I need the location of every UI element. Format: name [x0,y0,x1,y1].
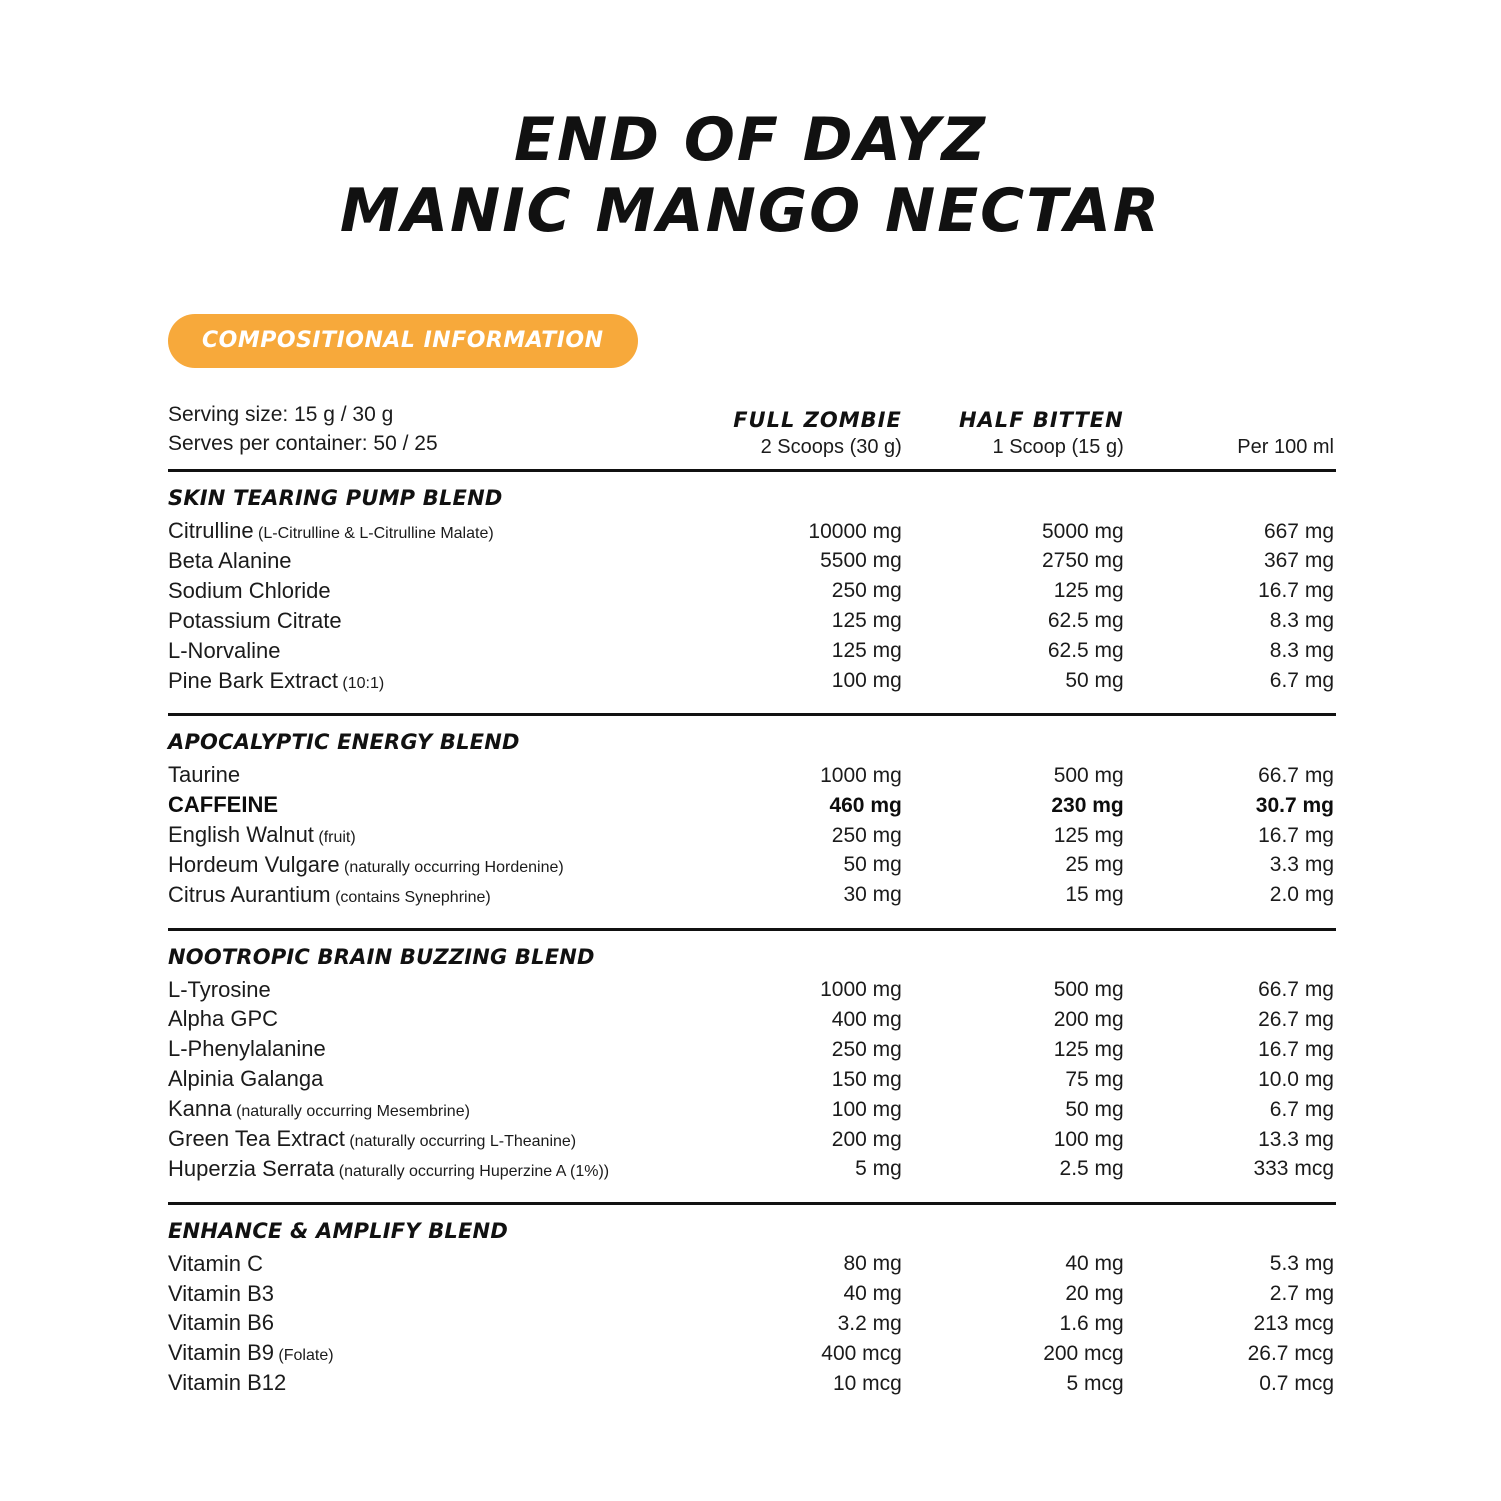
ingredient-value-per-100ml: 213 mcg [1253,1311,1334,1335]
ingredient-value-half-bitten: 125 mg [1053,579,1124,603]
ingredient-value-per-100ml: 16.7 mg [1258,579,1334,603]
ingredient-name: L-Norvaline [168,637,281,663]
ingredient-name-note: (naturally occurring Mesembrine) [231,1103,470,1121]
column-header-half-bitten-sub: 1 Scoop (15 g) [992,436,1124,459]
serving-size-text: Serving size: 15 g / 30 g [168,402,394,426]
ingredient-value-full-zombie: 460 mg [829,793,902,817]
ingredient-value-full-zombie: 1000 mg [820,977,902,1001]
ingredient-name: Green Tea Extract (naturally occurring L-Theanine) [168,1126,577,1152]
column-header-per-100ml-sub: Per 100 ml [1237,436,1334,459]
ingredient-value-half-bitten: 500 mg [1053,977,1124,1001]
column-header-per-100ml [1126,400,1336,471]
ingredient-row [168,880,1336,910]
section-spacer-cell [168,910,1336,929]
ingredient-value-half-bitten: 200 mg [1053,1007,1124,1031]
ingredient-value-full-zombie: 3.2 mg [837,1311,902,1335]
ingredient-value-per-100ml: 6.7 mg [1269,669,1334,693]
ingredient-name: Hordeum Vulgare (naturally occurring Hordenine) [168,852,564,878]
ingredient-value-full-zombie: 250 mg [831,1037,902,1061]
ingredient-value-half-bitten: 2.5 mg [1059,1157,1124,1181]
ingredient-value-full-zombie: 100 mg [831,1097,902,1121]
ingredient-name-note: (naturally occurring Huperzine A (1%)) [334,1163,610,1181]
section-spacer [168,472,1336,483]
blend-title: APOCALYPTIC ENERGY BLEND [168,730,520,755]
ingredient-name: Pine Bark Extract (10:1) [168,667,385,693]
ingredient-value-full-zombie: 10000 mg [808,519,902,543]
ingredient-value-half-bitten: 125 mg [1053,1037,1124,1061]
ingredient-value-half-bitten: 50 mg [1065,1097,1124,1121]
blend-header-row [168,1216,1336,1249]
ingredient-value-half-bitten: 75 mg [1065,1067,1124,1091]
section-spacer-cell [168,472,1336,483]
ingredient-value-half-bitten: 62.5 mg [1047,609,1124,633]
ingredient-row [168,1004,1336,1034]
ingredient-name: Alpinia Galanga [168,1066,324,1092]
blend-header-row [168,483,1336,516]
ingredient-name-note: (naturally occurring L-Theanine) [344,1133,577,1151]
ingredient-value-per-100ml: 667 mg [1263,519,1334,543]
ingredient-row [168,636,1336,666]
ingredient-row [168,666,1336,696]
ingredient-name-note: (10:1) [337,674,385,692]
ingredient-row [168,516,1336,546]
ingredient-value-per-100ml: 5.3 mg [1269,1251,1334,1275]
section-spacer [168,716,1336,727]
ingredient-row [168,1124,1336,1154]
ingredient-value-full-zombie: 5 mg [855,1157,902,1181]
ingredient-row [168,760,1336,790]
blend-title: ENHANCE & AMPLIFY BLEND [168,1218,508,1243]
ingredient-name: Vitamin B6 [168,1310,274,1336]
ingredient-name: Kanna (naturally occurring Mesembrine) [168,1096,470,1122]
column-header-full-zombie-title: FULL ZOMBIE [733,408,902,433]
ingredient-value-full-zombie: 1000 mg [820,763,902,787]
ingredient-value-full-zombie: 400 mg [831,1007,902,1031]
product-title-line-1: END OF DAYZ [513,105,988,175]
ingredient-name: L-Phenylalanine [168,1036,326,1062]
ingredient-name: Citrulline (L-Citrulline & L-Citrulline Malate) [168,518,494,544]
ingredient-value-full-zombie: 125 mg [831,609,902,633]
ingredient-value-per-100ml: 8.3 mg [1269,609,1334,633]
ingredient-value-half-bitten: 62.5 mg [1047,639,1124,663]
ingredient-value-half-bitten: 2750 mg [1042,549,1124,573]
ingredient-name: Beta Alanine [168,548,292,574]
ingredient-value-per-100ml: 30.7 mg [1255,793,1334,817]
ingredient-value-per-100ml: 2.7 mg [1269,1281,1334,1305]
compositional-information-badge: COMPOSITIONAL INFORMATION [168,314,638,368]
ingredient-value-per-100ml: 66.7 mg [1258,977,1334,1001]
ingredient-name: Huperzia Serrata (naturally occurring Huperzine A (1%)) [168,1156,610,1182]
ingredient-value-full-zombie: 200 mg [831,1127,902,1151]
ingredient-value-half-bitten: 15 mg [1065,883,1124,907]
ingredient-value-per-100ml: 16.7 mg [1258,1037,1334,1061]
ingredient-value-half-bitten: 20 mg [1065,1281,1124,1305]
ingredient-value-per-100ml: 26.7 mg [1258,1007,1334,1031]
section-spacer [168,1184,1336,1203]
section-spacer-cell [168,1205,1336,1216]
ingredient-value-half-bitten: 25 mg [1065,853,1124,877]
ingredient-row [168,1308,1336,1338]
ingredient-name: L-Tyrosine [168,976,271,1002]
serving-info-cell [168,400,682,471]
ingredient-name: Sodium Chloride [168,578,331,604]
ingredient-row [168,1249,1336,1279]
ingredient-name: CAFFEINE [168,792,278,818]
column-header-half-bitten [904,400,1126,471]
ingredient-row [168,820,1336,850]
ingredient-value-per-100ml: 10.0 mg [1258,1067,1334,1091]
ingredient-value-full-zombie: 400 mcg [821,1341,902,1365]
column-header-half-bitten-title: HALF BITTEN [958,408,1124,433]
serves-per-container-text: Serves per container: 50 / 25 [168,432,438,456]
product-title-line-2: MANIC MANGO NECTAR [339,175,1162,246]
ingredient-row [168,1154,1336,1184]
nutrition-table-body [168,400,1336,1418]
ingredient-value-per-100ml: 16.7 mg [1258,823,1334,847]
ingredient-row [168,790,1336,820]
section-spacer-cell [168,931,1336,942]
column-header-full-zombie [682,400,904,471]
section-spacer [168,931,1336,942]
ingredient-row [168,1034,1336,1064]
ingredient-row [168,546,1336,576]
ingredient-value-per-100ml: 2.0 mg [1269,883,1334,907]
ingredient-row [168,1338,1336,1368]
ingredient-row [168,975,1336,1005]
ingredient-row [168,850,1336,880]
ingredient-row [168,1064,1336,1094]
section-spacer-cell [168,1184,1336,1203]
ingredient-value-full-zombie: 40 mg [843,1281,902,1305]
ingredient-value-full-zombie: 50 mg [843,853,902,877]
ingredient-value-half-bitten: 50 mg [1065,669,1124,693]
ingredient-name-note: (Folate) [273,1347,334,1365]
ingredient-value-half-bitten: 5 mcg [1066,1371,1124,1395]
ingredient-value-full-zombie: 125 mg [831,639,902,663]
ingredient-value-half-bitten: 5000 mg [1042,519,1124,543]
blend-header-row [168,727,1336,760]
ingredient-row [168,576,1336,606]
ingredient-row [168,1279,1336,1309]
ingredient-value-per-100ml: 0.7 mcg [1259,1371,1334,1395]
ingredient-value-full-zombie: 30 mg [843,883,902,907]
ingredient-value-per-100ml: 333 mcg [1253,1157,1334,1181]
ingredient-value-full-zombie: 100 mg [831,669,902,693]
section-spacer [168,696,1336,715]
ingredient-value-per-100ml: 13.3 mg [1258,1127,1334,1151]
ingredient-value-per-100ml: 26.7 mcg [1247,1341,1334,1365]
section-spacer [168,910,1336,929]
ingredient-row [168,1094,1336,1124]
ingredient-value-half-bitten: 230 mg [1051,793,1124,817]
ingredient-name-note: (fruit) [313,829,356,847]
ingredient-value-half-bitten: 500 mg [1053,763,1124,787]
ingredient-name-note: (naturally occurring Hordenine) [339,859,564,877]
section-spacer [168,1205,1336,1216]
ingredient-value-full-zombie: 5500 mg [820,549,902,573]
nutrition-table [168,400,1336,1418]
ingredient-value-half-bitten: 100 mg [1053,1127,1124,1151]
ingredient-value-full-zombie: 250 mg [831,579,902,603]
ingredient-name: Citrus Aurantium (contains Synephrine) [168,882,491,908]
blend-title: SKIN TEARING PUMP BLEND [168,486,503,511]
section-badge-row [0,314,1501,368]
ingredient-value-half-bitten: 125 mg [1053,823,1124,847]
nutrition-table-wrapper [0,400,1501,1418]
ingredient-value-full-zombie: 150 mg [831,1067,902,1091]
ingredient-value-full-zombie: 80 mg [843,1251,902,1275]
section-spacer-cell [168,696,1336,715]
ingredient-value-half-bitten: 40 mg [1065,1251,1124,1275]
ingredient-name-note: (contains Synephrine) [330,889,491,907]
ingredient-value-per-100ml: 3.3 mg [1269,853,1334,877]
ingredient-value-half-bitten: 1.6 mg [1059,1311,1124,1335]
section-spacer [168,1398,1336,1417]
ingredient-name: Vitamin B3 [168,1280,274,1306]
ingredient-name: Vitamin C [168,1250,263,1276]
ingredient-value-per-100ml: 367 mg [1263,549,1334,573]
column-header-full-zombie-sub: 2 Scoops (30 g) [760,436,902,459]
blend-title: NOOTROPIC BRAIN BUZZING BLEND [168,944,595,969]
ingredient-name: Potassium Citrate [168,608,342,634]
ingredient-value-per-100ml: 8.3 mg [1269,639,1334,663]
ingredient-name: Vitamin B12 [168,1370,287,1396]
blend-header-row [168,942,1336,975]
ingredient-name: Alpha GPC [168,1006,279,1032]
ingredient-value-full-zombie: 250 mg [831,823,902,847]
ingredient-name: English Walnut (fruit) [168,822,356,848]
ingredient-value-half-bitten: 200 mcg [1043,1341,1124,1365]
ingredient-value-per-100ml: 66.7 mg [1258,763,1334,787]
product-title-block [0,0,1501,244]
ingredient-value-per-100ml: 6.7 mg [1269,1097,1334,1121]
ingredient-name: Taurine [168,762,241,788]
ingredient-value-full-zombie: 10 mcg [832,1371,902,1395]
ingredient-row [168,606,1336,636]
section-spacer-cell [168,716,1336,727]
ingredient-name: Vitamin B9 (Folate) [168,1340,334,1366]
ingredient-row [168,1368,1336,1398]
section-spacer-cell [168,1398,1336,1417]
table-header-row [168,400,1336,471]
ingredient-name-note: (L-Citrulline & L-Citrulline Malate) [253,525,494,543]
